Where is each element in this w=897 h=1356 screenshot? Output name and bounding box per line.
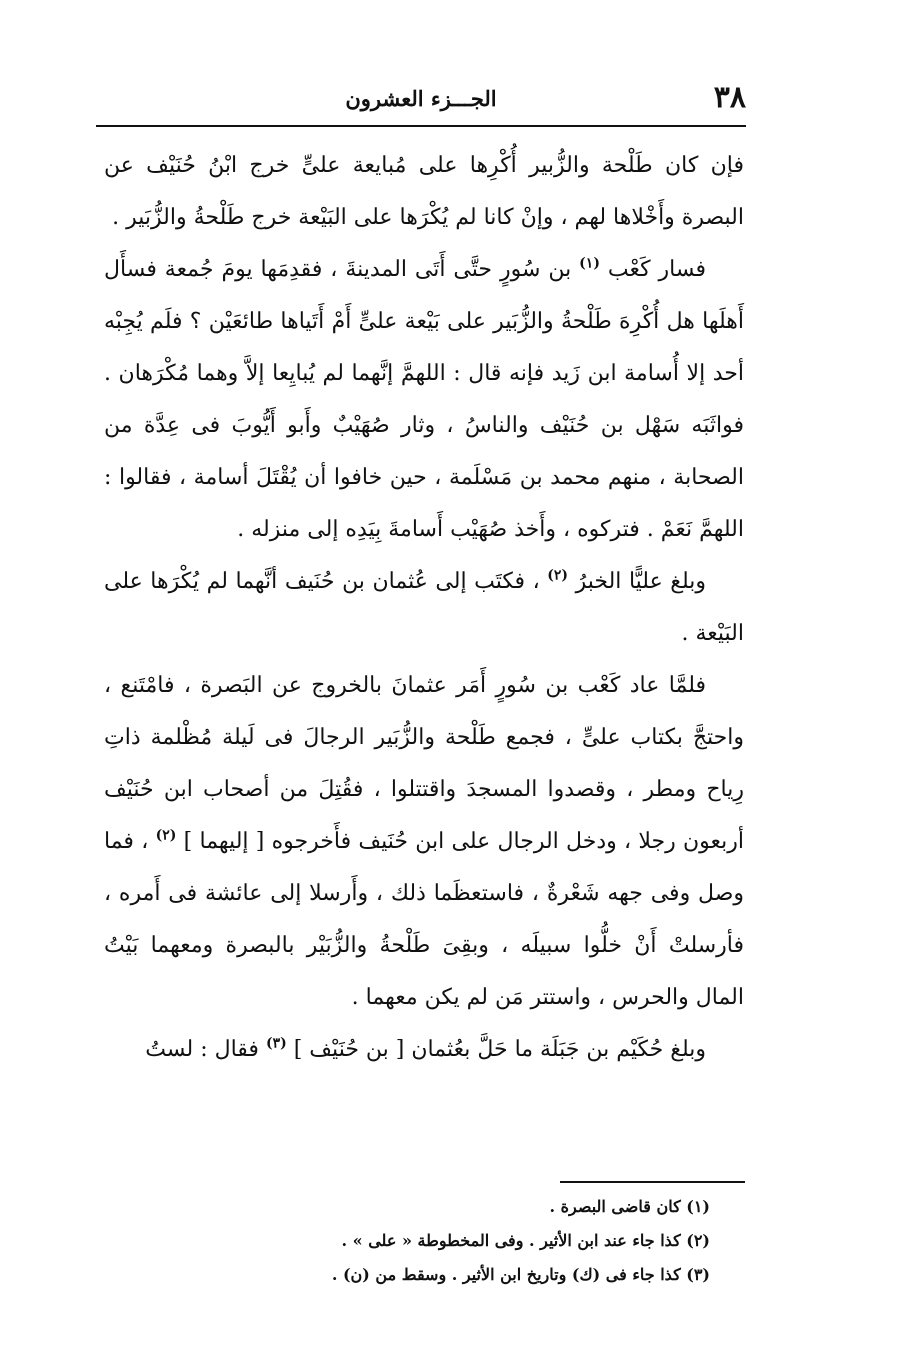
paragraph	[104, 244, 744, 556]
footnote-marker: (٢)	[547, 567, 569, 584]
paragraph-text: ، فما وصل وفى جهه شَعْرةٌ ، فاستعظَما ذلك ، وأَرسلا إلى عائشة فى أَمره ، فأرسلتْ أَنْ خلُّوا سبيلَه ، وبقِىَ طَلْحةُ والزُّبَيْر بالبصرة ومعهما بَيْتُ المال والحرس ، واستتر مَن لم يكن معهما .	[104, 829, 744, 1010]
page-header	[96, 78, 746, 118]
footnote-marker: (٢)	[155, 827, 177, 844]
paragraph-text: فسار كَعْب	[599, 257, 706, 282]
footnote-marker: (١)	[579, 255, 600, 272]
paragraph-text: فلمَّا عاد كَعْب بن سُورٍ أَمَر عثمانَ بالخروج عن البَصرة ، فامْتَنع ، واحتجَّ بكتاب علىٍّ ، فجمع طَلْحة والزُّبَير الرجالَ فى لَيلة مُظْلمة ذاتِ رِياح ومطر ، وقصدوا المسجدَ واقتتلوا ، فقُتِلَ من أصحاب ابن حُنَيْف أربعون رجلا ، ودخل الرجال على ابن حُنَيف فأَخرجوه [ إليهما ]	[104, 673, 744, 854]
footnote-2: (٢) كذا جاء عند ابن الأثير . وفى المخطوطة « على » .	[341, 1231, 710, 1250]
page-number: ٣٨	[713, 80, 746, 115]
footnote-1: (١) كان قاضى البصرة .	[549, 1197, 710, 1216]
paragraph-text: فقال : لستُ	[145, 1037, 266, 1062]
main-text	[104, 140, 744, 1076]
footnote-marker: (٣)	[265, 1035, 287, 1052]
footnote-3: (٣) كذا جاء فى (ك) وتاريخ ابن الأثير . وسقط من (ن) .	[331, 1265, 710, 1284]
paragraph-text: فإن كان طَلْحة والزُّبير أُكْرِها على مُبايعة علىٍّ خرج ابْنُ حُنَيْف عن البصرة وأَخْلاها لهم ، وإنْ كانا لم يُكْرَها على البَيْعة خرج طَلْحةُ والزُّبَير .	[104, 153, 744, 230]
footnotes	[200, 1190, 710, 1292]
paragraph	[104, 140, 744, 244]
paragraph-text: وبلغ عليًّا الخبرُ	[568, 569, 707, 594]
paragraph	[104, 660, 744, 1024]
paragraph-text: وبلغ حُكَيْم بن جَبَلَة ما حَلَّ بعُثمان [ بن حُنَيْف ]	[286, 1037, 706, 1062]
paragraph	[104, 1024, 744, 1076]
running-title: الجـــزء العشرون	[345, 86, 497, 111]
paragraph	[104, 556, 744, 660]
paragraph-text: ، فكتَب إلى عُثمان بن حُنَيف أنَّهما لم يُكْرَها على البَيْعة .	[104, 569, 744, 646]
footnote-rule	[560, 1181, 745, 1183]
header-rule	[96, 125, 746, 127]
paragraph-text: بن سُورٍ حتَّى أَتَى المدينةَ ، فقدِمَها يومَ جُمعة فسأَل أَهلَها هل أُكْرِهَ طَلْحةُ والزُّبَير على بَيْعة علىٍّ أَمْ أَتَياها طائعَيْن ؟ فلَم يُجِبْه أحد إلا أُسامة ابن زَيد فإنه قال : اللهمَّ إنَّهما لم يُبايِعا إلاَّ وهما مُكْرَهان . فواثَبَه سَهْل بن حُنَيْف والناسُ ، وثار صُهَيْبٌ وأَبو أَيُّوبَ فى عِدَّة من الصحابة ، منهم محمد بن مَسْلَمة ، حين خافوا أن يُقْتَلَ أسامة ، فقالوا : اللهمَّ نَعَمْ . فتركوه ، وأَخذ صُهَيْب أَسامةَ بِيَدِه إلى منزله .	[104, 257, 744, 542]
